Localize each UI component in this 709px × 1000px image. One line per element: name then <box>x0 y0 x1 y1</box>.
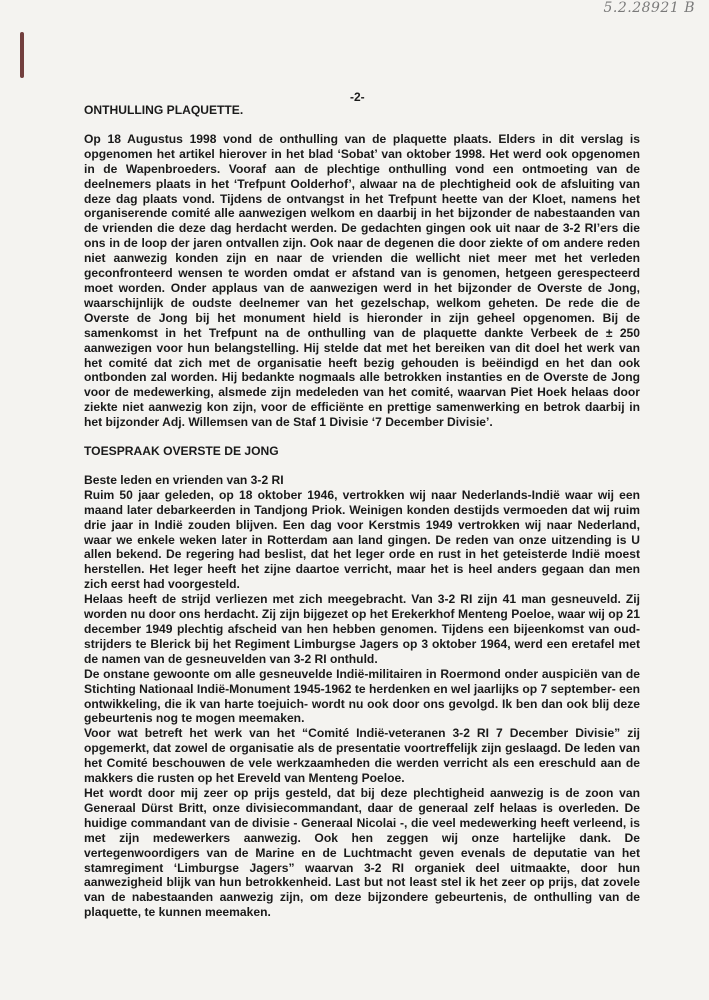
speech-paragraph: Het wordt door mij zeer op prijs gesteld, dat bij deze plechtigheid aanwezig is de zoon van Generaal Dürst Britt, onze divisiecommandant, daar de generaal zelf helaas is overleden. De huidige commandant van de divisie - Generaal Nicolai -, die veel medewerking heeft verleend, is met zijn medewerkers aanwezig. Ook hen zeggen wij onze hartelijke dank. De vertegenwoordigers van de Marine en de Luchtmacht geven evenals de deputatie van het stamregiment ‘Limburgse Jagers” waarvan 3-2 RI organiek deel uitmaakte, door hun aanwezigheid blijk van hun betrokkenheid. Last but not least stel ik het zeer op prijs, dat zovele van de nabestaanden aanwezig zijn, om deze bijzondere gebeurtenis, de onthulling van de plaquette, te kunnen meemaken. <box>84 785 640 920</box>
section-toespraak <box>84 444 640 920</box>
speech-paragraph: De onstane gewoonte om alle gesneuvelde Indië-militairen in Roermond onder auspiciën van de Stichting Nationaal Indië-Monument 1945-1962 te herdenken en wel jaarlijks op 7 september- een ontwikkeling, die ik van harte toejuich- wordt nu ook door ons gevolgd. Ik ben dan ook blij deze gebeurtenis nog te mogen meemaken. <box>84 666 640 726</box>
punch-hole-mark <box>20 32 24 78</box>
speech-salutation: Beste leden en vrienden van 3-2 RI <box>84 472 284 487</box>
section-paragraph: Op 18 Augustus 1998 vond de onthulling van de plaquette plaats. Elders in dit verslag is opgenomen het artikel hierover in het blad ‘Sobat’ van oktober 1998. Het werd ook opgenomen in de Wapenbroeders. Vooraf aan de plechtige onthulling vond een ontmoeting van de deelnemers plaats in het ‘Trefpunt Oolderhof’, alwaar na de plechtigheid ook de afsluiting van deze dag plaats vond. Tijdens de ontvangst in het Trefpunt heette van der Kloet, namens het organiserende comité alle aanwezigen welkom en daarbij in het bijzonder de nabestaanden van de vrienden die deze dag herdacht werden. De gedachten gingen ook uit naar de 3-2 RI’ers die ons in de loop der jaren ontvallen zijn. Ook naar de degenen die door ziekte of om andere reden niet aanwezig konden zijn en naar de vrienden die wellicht niet meer met het verleden geconfronteerd wensen te worden omdat er afstand van is genomen, hetgeen gerespecteerd moet worden. Onder applaus van de aanwezigen werd in het bijzonder de Overste de Jong, waarschijnlijk de oudste deelnemer van het gezelschap, welkom geheten. De rede die de Overste de Jong bij het monument hield is hieronder in zijn geheel opgenomen. Bij de samenkomst in het Trefpunt na de onthulling van de plaquette dankte Verbeek de ± 250 aanwezigen voor hun belangstelling. Hij stelde dat met het bereiken van dit doel het werk van het comité dat zich met de organisatie heeft bezig gehouden is beëindigd en het dan ook ontbonden zal worden. Hij bedankte nogmaals alle betrokken instanties en de Overste de Jong voor de medewerking, alsmede zijn medeleden van het comité, waarvan Piet Hoek helaas door ziekte niet aanwezig kon zijn, voor de efficiënte en prettige samenwerking en betrok daarbij in het bijzonder Adj. Willemsen van de Staf 1 Divisie ‘7 December Divisie’. <box>84 131 640 430</box>
speech-paragraph: Voor wat betreft het werk van het “Comité Indië-veteranen 3-2 RI 7 December Divisie” zij opgemerkt, dat zowel de organisatie als de presentatie voortreffelijk zijn geslaagd. De leden van het Comité beschouwen de vele werkzaamheden die werden verricht als een ereschuld aan de makkers die rusten op het Ereveld van Menteng Poeloe. <box>84 726 640 786</box>
speech-paragraph: Helaas heeft de strijd verliezen met zich meegebracht. Van 3-2 RI zijn 41 man gesneuveld. Zij worden nu door ons herdacht. Zij zijn bijgezet op het Erekerkhof Menteng Poeloe, waar wij op 21 december 1949 plechtig afscheid van hen hebben genomen. Tijdens een bijeenkomst van oud-strijders te Blerick bij het Regiment Limburgse Jagers op 3 oktober 1964, werd een eretafel met de namen van de gesneuvelden van 3-2 RI onthuld. <box>84 592 640 666</box>
document-body <box>84 103 640 934</box>
archive-reference-mark: 5.2.28921 B <box>603 0 695 16</box>
section-onthulling <box>84 103 640 430</box>
page-number: -2- <box>350 90 365 104</box>
section-heading: TOESPRAAK OVERSTE DE JONG <box>84 444 279 459</box>
section-heading: ONTHULLING PLAQUETTE. <box>84 103 244 117</box>
speech-paragraph: Ruim 50 jaar geleden, op 18 oktober 1946, vertrokken wij naar Nederlands-Indië waar wij een maand later debarkeerden in Tandjong Priok. Weinigen konden destijds vermoeden dat wij ruim drie jaar in Indië zouden blijven. Een dag voor Kerstmis 1949 vertrokken wij naar Nederland, waar we enkele weken later in Rotterdam aan land gingen. De reden van onze uitzending is U allen bekend. De regering had beslist, dat het leger orde en rust in het geteisterde Indië moest herstellen. Het leger heeft het zijne daartoe verricht, maar het is heel anders gegaan dan men zich eerst had voorgesteld. <box>84 487 640 592</box>
